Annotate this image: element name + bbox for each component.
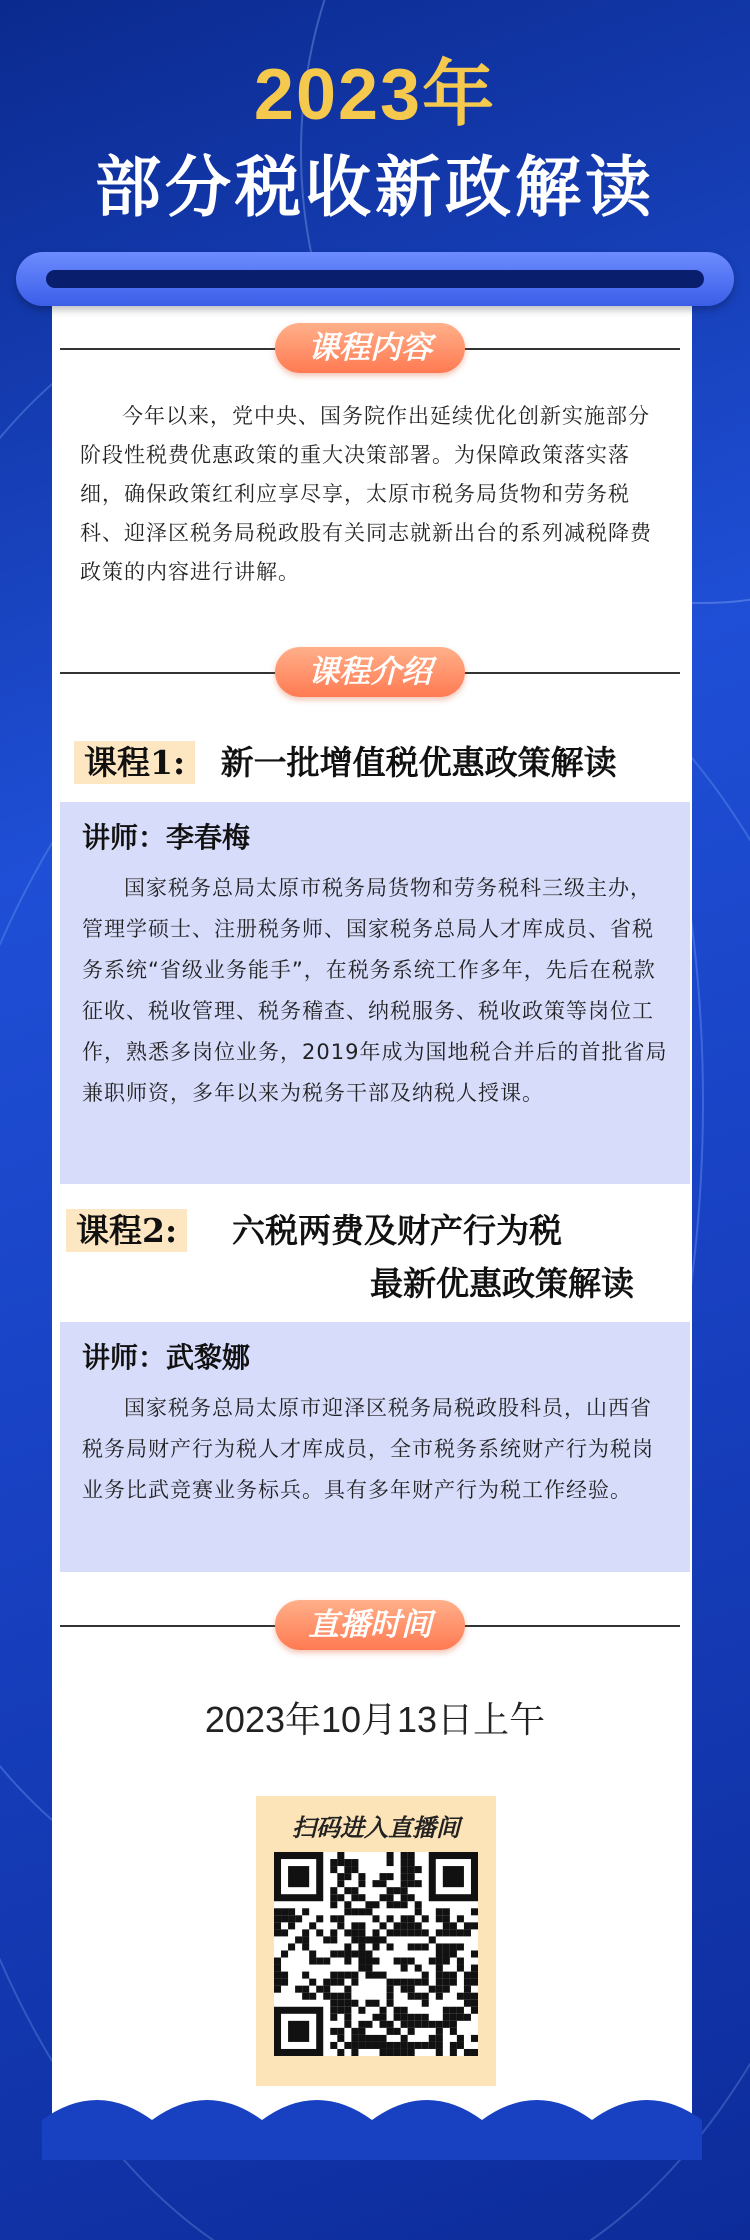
course1-title: 新一批增值税优惠政策解读 [220,743,617,782]
live-time: 2023年10月13日上午 [204,1699,546,1740]
lecturer1-bio: 国家税务总局太原市税务局货物和劳务税科三级主办，管理学硕士、注册税务师、国家税务总局人才库成员、省税务系统“省级业务能手”，在税务系统工作多年，先后在税款征收、税收管理、税务稽查、纳税服务、税收政策等岗位工作，熟悉多岗位业务，2019年成为国地税合并后的首批省局兼职师资，多年以来为税务干部及纳税人授课。 [82,876,668,1105]
qr-label: 扫码进入直播间 [292,1814,460,1842]
section-pill: 直播时间 [275,1600,465,1650]
scroll-bottom-scallop [42,2080,702,2160]
course2-title-line2: 最新优惠政策解读 [370,1264,634,1303]
lecturer2-bio: 国家税务总局太原市迎泽区税务局税政股科员，山西省税务局财产行为税人才库成员，全市税务系统财产行为税岗业务比武竞赛业务标兵。具有多年财产行为税工作经验。 [82,1396,654,1502]
scroll-roller [16,252,734,306]
course1-heading [74,737,617,784]
section-heading-live [60,1600,680,1650]
section-pill: 课程内容 [275,323,465,373]
lecturer-card-1 [60,802,690,1184]
lecturer1-name: 讲师：李春梅 [82,821,251,854]
section-pill: 课程介绍 [275,647,465,697]
course2-title-line1: 六税两费及财产行为税 [232,1211,562,1250]
hero-title: 部分税收新政解读 [95,149,655,226]
content-paragraph: 今年以来，党中央、国务院作出延续优化创新实施部分阶段性税费优惠政策的重大决策部署。为保障政策落实落细，确保政策红利应享尽享，太原市税务局货物和劳务税科、迎泽区税务局税政股有关同志就新出台的系列减税降费政策的内容进行讲解。 [80,404,652,584]
course2-heading [66,1205,187,1252]
lecturer2-name: 讲师：武黎娜 [82,1341,251,1374]
lecturer-card-2 [60,1322,690,1572]
qr-code-icon[interactable] [274,1852,478,2056]
course1-label: 课程1: [74,741,195,784]
roller-slot [46,270,704,288]
hero-header [0,50,750,236]
qr-card [256,1796,496,2086]
section-heading-content [60,323,680,373]
hero-year: 2023年 [253,55,497,135]
section-heading-intro [60,647,680,697]
course2-label: 课程2: [66,1209,187,1252]
